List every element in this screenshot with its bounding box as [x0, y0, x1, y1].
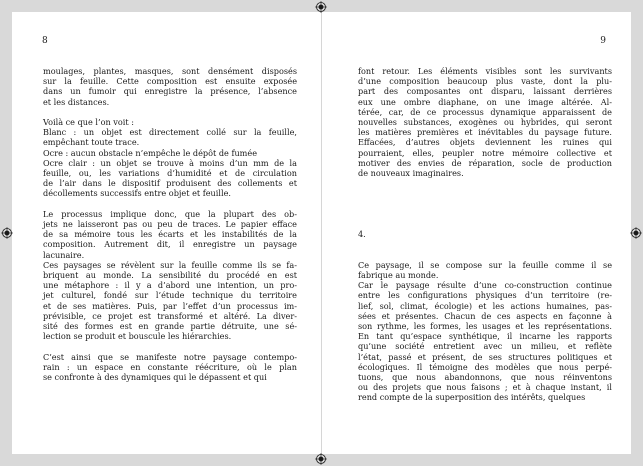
text-line: jet culturel, fondé sur l’étude technique du territoire — [43, 290, 297, 301]
text-line: Voilà ce que l’on voit : — [43, 117, 134, 127]
text-line: entre les configurations physiques d’un territoire (re- — [358, 290, 612, 301]
text-line: de sa mémoire tous les écarts et les instabilités de la — [43, 229, 297, 240]
text-line: Blanc : un objet est directement collé sur la feuille, — [43, 127, 297, 138]
text-line: En tant qu’espace synthétique, il incarne les rapports — [358, 331, 612, 342]
text-line: et les distances. — [43, 96, 110, 107]
text-line: se confronte à des dynamiques qui le dépassent et qui — [43, 372, 267, 383]
text-line: moulages, plantes, masques, sont densément disposés — [43, 66, 297, 76]
text-line: lief, sol, climat, écologie) et les actions humaines, pas- — [358, 300, 612, 311]
text-line: fabrique au monde. — [358, 270, 439, 281]
right-page-text — [358, 66, 612, 403]
text-line: sées et présentes. Chacun de ces aspects en façonne à — [358, 310, 612, 321]
left-page-text — [43, 66, 297, 382]
text-line: Effacées, d’autres objets deviennent les ruines qui — [358, 137, 612, 148]
right-page — [322, 12, 631, 454]
text-line: l’état, passé et présent, de ses structures politiques et — [358, 351, 612, 362]
text-line: de nouveaux imaginaires. — [358, 168, 464, 179]
page-number-right: 9 — [600, 36, 606, 46]
text-line: lacunaire. — [43, 249, 85, 260]
text-line: rain : un espace en constante réécriture, où le plan — [43, 361, 297, 372]
right-text-top — [358, 66, 612, 178]
text-line: une métaphore : il y a d’abord une intention, un pro- — [43, 280, 297, 291]
page-number-left: 8 — [42, 36, 48, 46]
section-number: 4. — [358, 229, 366, 240]
text-line: sité des formes est en grande partie détruite, une sé- — [43, 321, 297, 332]
text-line: lection se produit et bouscule les hiérarchies. — [43, 331, 232, 342]
text-line: prévisible, ce projet est transformé et altéré. La diver- — [43, 310, 297, 321]
text-line: Car le paysage résulte d’une co-construction continue — [358, 280, 612, 291]
text-line: dans un fumoir qui enregistre la présence, l’absence — [43, 86, 297, 97]
text-line: jets ne laisseront pas ou peu de traces. Le papier efface — [43, 219, 297, 230]
registration-mark-icon — [630, 227, 642, 239]
text-line: composition. Autrement dit, il enregistre un paysage — [43, 239, 297, 250]
text-line: empêchant toute trace. — [43, 137, 140, 148]
text-line: Ocre : aucun obstacle n’empêche le dépôt de fumée — [43, 147, 257, 158]
text-line: pourraient, elles, peupler notre mémoire collective et — [358, 147, 612, 158]
text-line: décollements successifs entre objet et feuille. — [43, 188, 231, 199]
text-line: sur la feuille. Cette composition est ensuite exposée — [43, 76, 297, 87]
text-line: Le processus implique donc, que la plupart des ob- — [43, 208, 297, 219]
text-line: et de ses matières. Puis, par l’effet d’un processus im- — [43, 300, 297, 311]
text-line: C’est ainsi que se manifeste notre paysage contempo- — [43, 351, 297, 362]
text-line: térée, car, de ce processus dynamique apparaissent de — [358, 106, 612, 117]
registration-mark-icon — [315, 453, 327, 465]
text-line: eux une ombre diaphane, on une image altérée. Al- — [358, 96, 612, 107]
left-page — [12, 12, 321, 454]
text-line: Ce paysage, il se compose sur la feuille comme il se — [358, 259, 612, 270]
text-line: son rythme, les formes, les usages et les représentations. — [358, 321, 612, 332]
registration-mark-icon — [1, 227, 13, 239]
text-line: écologiques. Il témoigne des modèles que nous perpé- — [358, 361, 612, 372]
text-line: tuons, que nous abandonnons, que nous réinventons — [358, 372, 612, 383]
text-line: briquent au monde. La sensibilité du procédé en est — [43, 270, 297, 281]
text-line: Ocre clair : un objet se trouve à moins d’un mm de la — [43, 157, 297, 168]
text-line: nouvelles substances, exogènes ou hybrides, qui seront — [358, 117, 612, 128]
text-line: de l’air dans le dispositif produisent des collements et — [43, 178, 297, 189]
text-line: d’une composition beaucoup plus vaste, dont la plu- — [358, 76, 612, 87]
text-line: feuille, ou, les variations d’humidité et de circulation — [43, 168, 297, 179]
text-line: ou des projets que nous faisons ; et à chaque instant, il — [358, 382, 612, 393]
text-line: qu’une société entretient avec un milieu, et reflète — [358, 341, 612, 352]
text-line: Ces paysages se révèlent sur la feuille comme ils se fa- — [43, 259, 297, 270]
text-line: les matières premières et inévitables du paysage future. — [358, 127, 612, 138]
gutter-fold — [321, 12, 322, 454]
text-line: rend compte de la superposition des intérêts, quelques — [358, 392, 586, 403]
registration-mark-icon — [315, 1, 327, 13]
right-text-bottom — [358, 260, 612, 403]
text-line: motiver des envies de réparation, socle de production — [358, 157, 612, 168]
text-line: font retour. Les éléments visibles sont les survivants — [358, 66, 612, 76]
text-line: part des composantes ont disparu, laissant derrières — [358, 86, 612, 97]
